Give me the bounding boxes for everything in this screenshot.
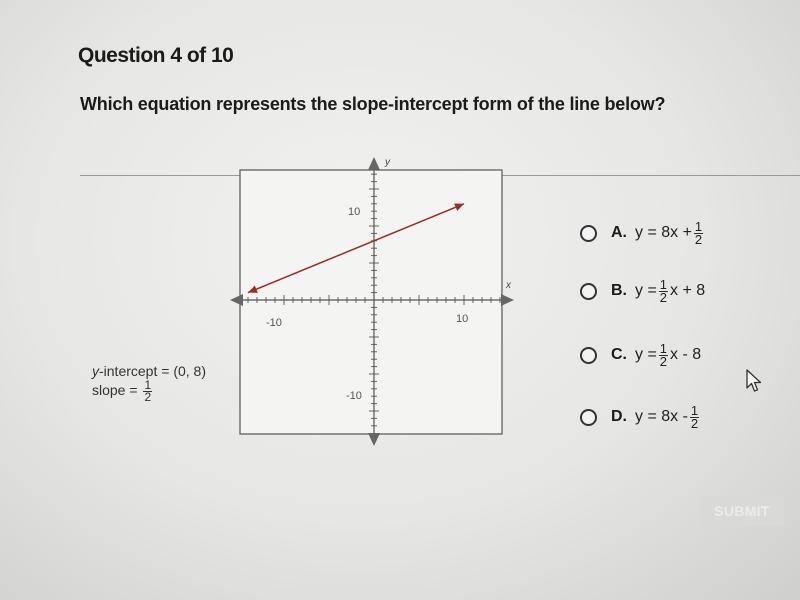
choice-d-fraction — [690, 402, 699, 431]
x-axis-arrow-right — [501, 294, 514, 306]
y-intercept-value: -intercept = (0, 8) — [99, 363, 206, 379]
x-axis-label: x — [506, 280, 511, 291]
slope-numerator: 1 — [144, 378, 152, 392]
choice-d-letter: D. — [611, 408, 627, 425]
submit-button[interactable]: SUBMIT — [700, 496, 784, 526]
line-info — [92, 363, 206, 403]
choice-b-fraction — [659, 276, 668, 305]
question-text: Which equation represents the slope-intercept form of the line below? — [80, 94, 666, 114]
question-number: Question 4 of 10 — [78, 44, 234, 67]
choice-a-num: 1 — [694, 218, 703, 234]
tick-label-y-pos: 10 — [348, 206, 361, 218]
choice-a-letter: A. — [611, 224, 627, 241]
choice-a-equation — [635, 218, 705, 247]
slope-fraction — [143, 380, 152, 403]
choice-a-prefix: y = 8x + — [635, 224, 692, 241]
radio-c[interactable] — [580, 347, 597, 364]
choice-d-den: 2 — [690, 415, 699, 431]
slope-text — [92, 380, 206, 403]
y-axis-arrow-up — [368, 157, 380, 170]
radio-a[interactable] — [580, 225, 597, 242]
choice-c-suffix: x - 8 — [670, 346, 702, 363]
choice-b-letter: B. — [611, 282, 627, 299]
choice-c-den: 2 — [659, 353, 668, 369]
choice-c-prefix: y = — [635, 346, 657, 363]
choice-d-num: 1 — [690, 402, 699, 418]
y-axis-label: y — [385, 157, 390, 168]
radio-d[interactable] — [580, 409, 597, 426]
slope-label: slope = — [92, 382, 138, 399]
slope-denominator: 2 — [144, 390, 152, 404]
radio-b[interactable] — [580, 283, 597, 300]
choice-c[interactable] — [580, 340, 701, 370]
choice-c-num: 1 — [659, 340, 668, 356]
tick-label-x-pos: 10 — [456, 313, 469, 325]
choice-d-equation — [635, 402, 701, 431]
graph-frame — [240, 170, 502, 434]
choice-a-den: 2 — [694, 231, 703, 247]
choice-b[interactable] — [580, 276, 705, 306]
choice-d-prefix: y = 8x - — [635, 408, 688, 425]
choice-b-num: 1 — [659, 276, 668, 292]
choice-c-fraction — [659, 340, 668, 369]
choice-b-prefix: y = — [635, 282, 657, 299]
tick-label-x-neg: -10 — [266, 317, 282, 329]
mouse-cursor-icon — [745, 368, 763, 394]
choice-a[interactable] — [580, 218, 705, 248]
choice-b-equation — [635, 276, 706, 305]
choice-a-fraction — [694, 218, 703, 247]
choice-c-equation — [635, 340, 702, 369]
choice-c-letter: C. — [611, 346, 627, 363]
tick-label-y-neg: -10 — [346, 390, 362, 402]
choice-b-den: 2 — [659, 289, 668, 305]
x-axis-arrow-left — [230, 294, 243, 306]
y-var: y — [92, 363, 99, 379]
y-axis-arrow-down — [368, 433, 380, 446]
choice-b-suffix: x + 8 — [670, 282, 706, 299]
choice-d[interactable] — [580, 402, 701, 432]
